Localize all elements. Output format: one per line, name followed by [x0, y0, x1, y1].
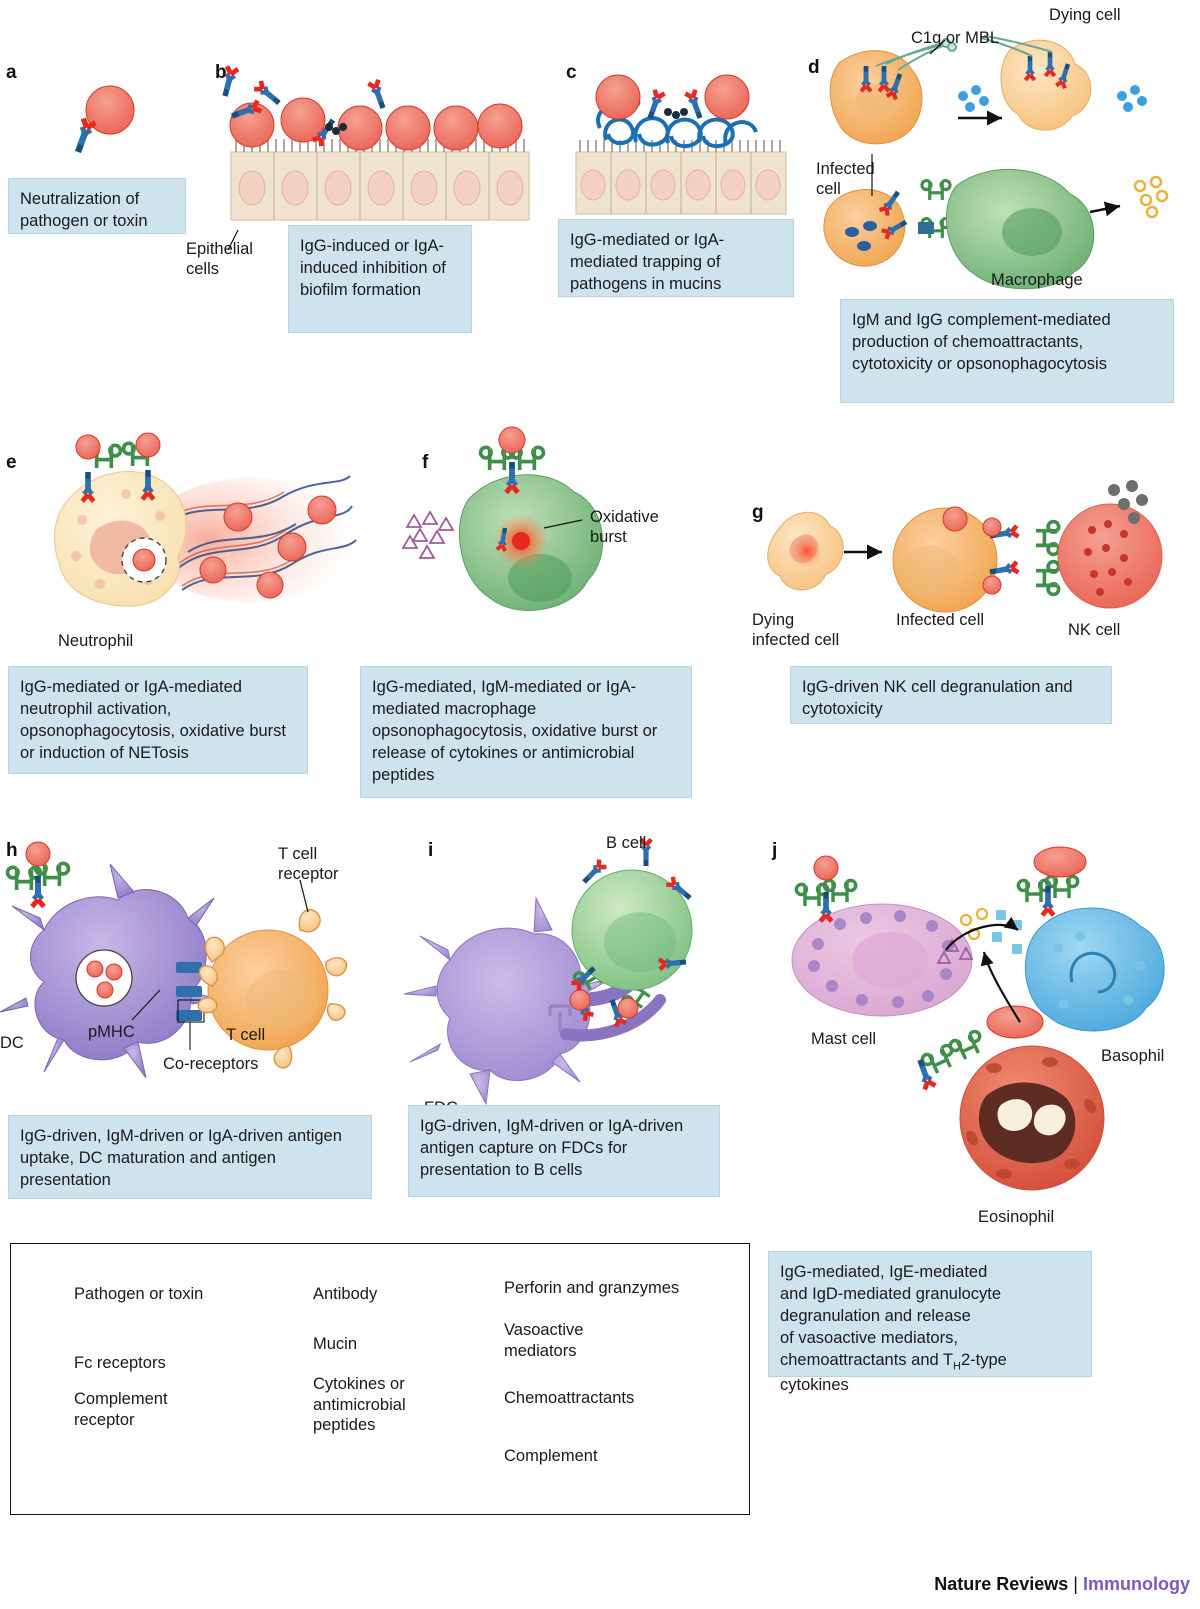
neutrophil-label: Neutrophil [58, 632, 134, 650]
co-receptors-label: Co-receptors [163, 1055, 259, 1073]
dying-cell-label: Dying cell [1049, 6, 1121, 24]
panel-letter-b: b [215, 62, 227, 83]
mast-cell-label: Mast cell [811, 1030, 877, 1048]
panel-letter-h: h [6, 840, 18, 861]
footer-branding [934, 1574, 1190, 1595]
caption-j-line1: IgG-mediated, IgE-mediated [780, 1263, 988, 1281]
panel-letter-g: g [752, 502, 764, 523]
caption-j-line4: of vasoactive mediators, [780, 1329, 958, 1348]
caption-d: IgM and IgG complement-mediated production of chemoattractants, cytotoxicity or opsonophagocytosis [840, 299, 1174, 403]
panel-i-art [404, 838, 694, 1104]
caption-j-line3: degranulation and release [780, 1307, 971, 1326]
epithelial-cells-label: Epithelial cells [186, 240, 253, 278]
basophil-label: Basophil [1101, 1047, 1165, 1065]
legend-label-complement: Complement [504, 1447, 598, 1465]
panel-letter-c: c [566, 62, 577, 83]
caption-e: IgG-mediated or IgA-mediated neutrophil activation, opsonophagocytosis, oxidative burst or induction of NETosis [8, 666, 308, 774]
panel-f-art [403, 427, 603, 610]
caption-h: IgG-driven, IgM-driven or IgA-driven antigen uptake, DC maturation and antigen presentation [8, 1115, 372, 1199]
panel-letter-e: e [6, 452, 17, 473]
legend-label-antibody: Antibody [313, 1285, 378, 1303]
macrophage-label: Macrophage [991, 271, 1083, 289]
panel-g-art [768, 480, 1162, 612]
nk-cell-label: NK cell [1068, 621, 1121, 639]
panel-letter-a: a [6, 62, 17, 83]
caption-j-line5-post: 2-type cytokines [780, 1351, 1007, 1395]
caption-j-line5-pre: chemoattractants and T [780, 1351, 954, 1370]
panel-j-art [792, 847, 1164, 1190]
footer-journal: Immunology [1083, 1574, 1190, 1594]
legend-label-mucin: Mucin [313, 1335, 358, 1353]
caption-j-line2: and IgD-mediated granulocyte [780, 1285, 1002, 1304]
footer-separator: | [1073, 1574, 1078, 1594]
caption-j [768, 1251, 1092, 1395]
footer-brand: Nature Reviews [934, 1574, 1069, 1594]
t-cell-label: T cell [226, 1026, 266, 1044]
panel-letter-i: i [428, 840, 434, 861]
c1q-mbl-label: C1q or MBL [911, 29, 1000, 47]
panel-letter-d: d [808, 57, 820, 78]
dying-infected-cell-label: Dying infected cell [752, 611, 840, 649]
panel-e-art [54, 433, 356, 606]
caption-a: Neutralization of pathogen or toxin [8, 178, 186, 234]
caption-f: IgG-mediated, IgM-mediated or IgA-mediated macrophage opsonophagocytosis, oxidative burst or release of cytokines or antimicrobial peptides [360, 666, 692, 798]
legend-label-pathogen-or-toxin: Pathogen or toxin [74, 1285, 204, 1303]
eosinophil-label: Eosinophil [978, 1208, 1055, 1226]
pmhc-label: pMHC [88, 1023, 135, 1041]
legend-label-perforin-granzymes: Perforin and granzymes [504, 1279, 680, 1297]
panel-c-art [576, 75, 786, 214]
legend-label-vasoactive-mediators: Vasoactive mediators [504, 1321, 584, 1360]
panel-letter-j: j [772, 840, 778, 861]
t-cell-receptor-label: T cell receptor [278, 845, 339, 883]
b-cell-label: B cell [606, 834, 647, 852]
dc-label: DC [0, 1034, 24, 1052]
caption-b: IgG-induced or IgA-induced inhibition of biofilm formation [288, 225, 472, 333]
panel-b-art [218, 64, 529, 250]
infected-cell-label-g: Infected cell [896, 611, 985, 629]
caption-i: IgG-driven, IgM-driven or IgA-driven antigen capture on FDCs for presentation to B cells [408, 1105, 720, 1197]
legend-label-complement-receptor: Complement receptor [74, 1390, 168, 1429]
legend-label-cytokines-or-amps: Cytokines or antimicrobial peptides [313, 1375, 406, 1435]
oxidative-burst-label: Oxidative burst [590, 508, 659, 546]
panel-letter-f: f [422, 452, 429, 473]
infected-cell-label: Infected cell [816, 160, 875, 198]
caption-j-line5 [780, 1349, 1080, 1396]
legend-label-chemoattractants: Chemoattractants [504, 1389, 635, 1407]
caption-g: IgG-driven NK cell degranulation and cytotoxicity [790, 666, 1112, 724]
panel-a-art [70, 86, 134, 155]
caption-c: IgG-mediated or IgA-mediated trapping of pathogens in mucins [558, 219, 794, 297]
legend-label-fc-receptors: Fc receptors [74, 1354, 166, 1372]
caption-j-line5-sub: H [953, 1360, 961, 1373]
